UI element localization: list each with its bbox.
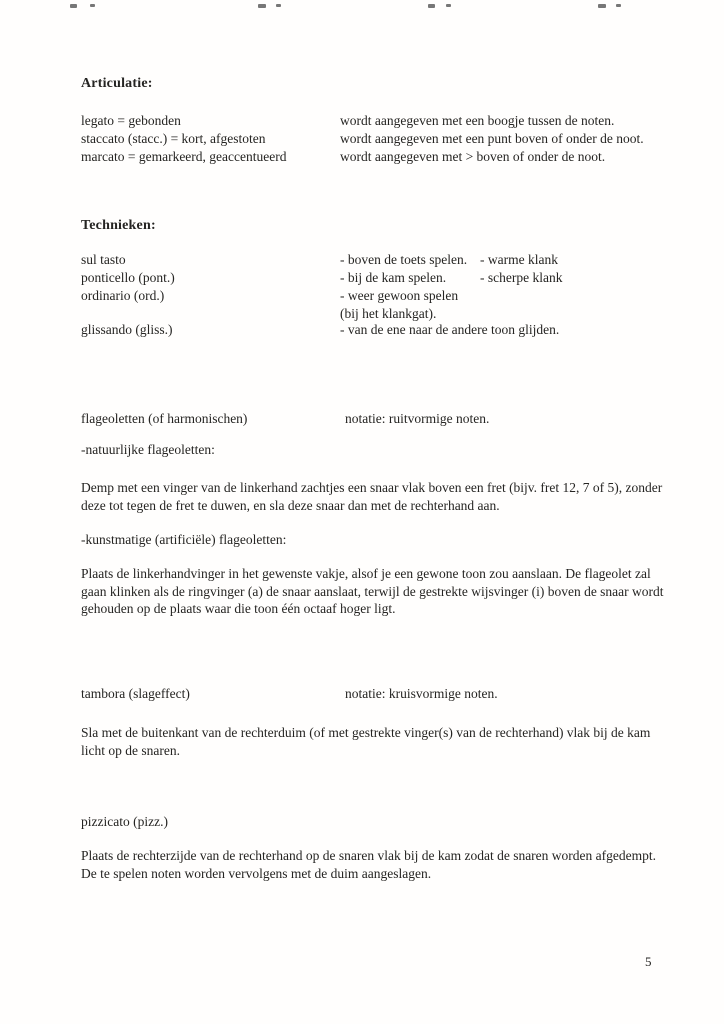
term-label: legato = gebonden	[81, 113, 181, 128]
term-description: - weer gewoon spelen (bij het klankgat).	[340, 288, 459, 321]
term-label: flageoletten (of harmonischen)	[81, 411, 248, 426]
term-label: ponticello (pont.)	[81, 270, 175, 285]
term-label: tambora (slageffect)	[81, 686, 190, 701]
term-description: - boven de toets spelen.	[340, 252, 468, 267]
notation-label: notatie: kruisvormige noten.	[345, 686, 498, 701]
flageoletten-row	[81, 410, 673, 428]
term-note: - warme klank	[480, 252, 558, 267]
term-description: wordt aangegeven met > boven of onder de noot.	[340, 149, 606, 164]
table-row	[81, 251, 673, 269]
table-row	[81, 269, 673, 287]
table-row	[81, 685, 673, 703]
subheading-artificial-flageoletten: -kunstmatige (artificiële) flageoletten:	[81, 532, 287, 547]
section-heading-articulatie: Articulatie:	[81, 76, 153, 91]
table-row	[81, 321, 673, 339]
subheading-natural-flageoletten: -natuurlijke flageoletten:	[81, 442, 215, 457]
table-row	[81, 410, 673, 428]
page-edge-artifacts	[0, 4, 724, 12]
term-description: - bij de kam spelen.	[340, 270, 447, 285]
technieken-table	[81, 251, 673, 323]
paragraph-pizzicato: Plaats de rechterzijde van de rechterhand op de snaren vlak bij de kam zodat de snaren worden afgedempt. De te spelen noten worden vervolgens met de duim aangeslagen.	[81, 848, 657, 881]
term-note: - scherpe klank	[480, 270, 563, 285]
page-number: 5	[645, 954, 652, 969]
term-description: wordt aangegeven met een punt boven of onder de noot.	[340, 131, 644, 146]
term-description: - van de ene naar de andere toon glijden.	[340, 322, 560, 337]
table-row	[81, 112, 673, 130]
table-row	[81, 287, 673, 323]
table-row	[81, 148, 673, 166]
table-row	[81, 130, 673, 148]
glissando-row	[81, 321, 673, 339]
notation-label: notatie: ruitvormige noten.	[345, 411, 490, 426]
paragraph-artificial-flageoletten: Plaats de linkerhandvinger in het gewenste vakje, alsof je een gewone toon zou aanslaan. De flageolet zal gaan klinken als de ringvinger (a) de snaar aanslaat, terwijl de gestrekte wijsvinger (i) boven de snaar wordt gehouden op de plaats waar die toon één octaaf hoger ligt.	[81, 566, 664, 616]
paragraph-tambora: Sla met de buitenkant van de rechterduim (of met gestrekte vinger(s) van de rechterhand) vlak bij de kam licht op de snaren.	[81, 725, 651, 758]
term-description: wordt aangegeven met een boogje tussen de noten.	[340, 113, 615, 128]
term-label: staccato (stacc.) = kort, afgestoten	[81, 131, 266, 146]
term-pizzicato: pizzicato (pizz.)	[81, 814, 168, 829]
term-label: glissando (gliss.)	[81, 322, 173, 337]
paragraph-natural-flageoletten: Demp met een vinger van de linkerhand zachtjes een snaar vlak boven een fret (bijv. fret 12, 7 of 5), zonder deze tot tegen de fret te duwen, en sla deze snaar dan met de rechterhand aan.	[81, 480, 663, 513]
term-label: marcato = gemarkeerd, geaccentueerd	[81, 149, 287, 164]
term-label: ordinario (ord.)	[81, 288, 165, 303]
section-heading-technieken: Technieken:	[81, 218, 156, 233]
term-note	[480, 287, 673, 323]
articulatie-table	[81, 112, 673, 166]
tambora-row	[81, 685, 673, 703]
term-label: sul tasto	[81, 252, 126, 267]
